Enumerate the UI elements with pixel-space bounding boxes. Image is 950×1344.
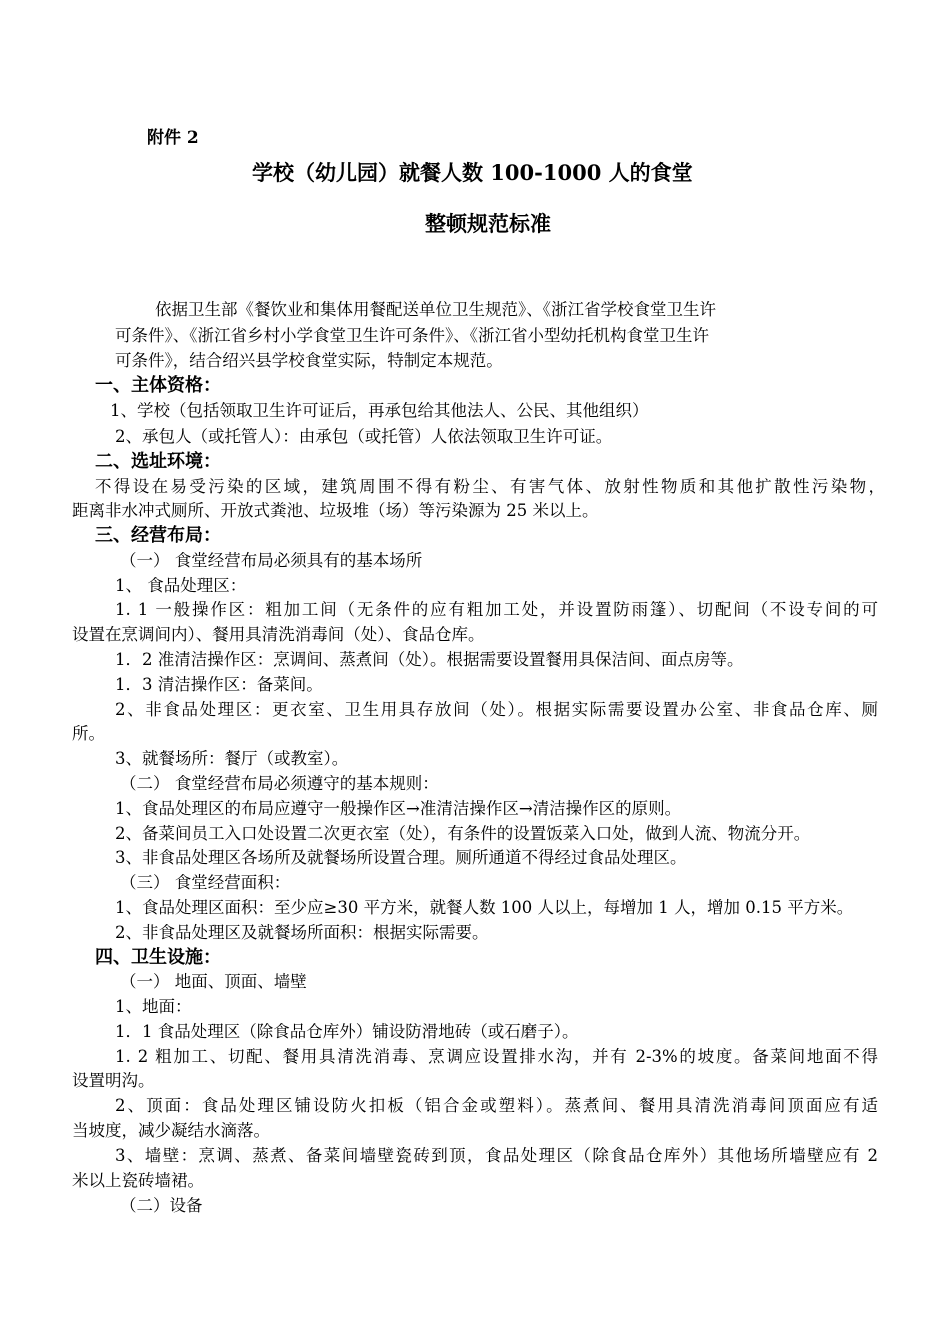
s3-line-3: 3、就餐场所：餐厅（或教室）。 <box>115 749 349 768</box>
s4-wall-a: 3、墙壁：烹调、蒸煮、备菜间墙壁瓷砖到顶，食品处理区（除食品仓库外）其他场所墙壁应有 2 <box>115 1146 878 1165</box>
section-heading-2: 二、选址环境： <box>95 451 221 472</box>
section-heading-3: 三、经营布局： <box>95 525 221 546</box>
s3-rule-2: 2、备菜间员工入口处设置二次更衣室（处），有条件的设置饭菜入口处，做到人流、物流分开。 <box>115 824 811 843</box>
intro-line-3: 可条件》，结合绍兴县学校食堂实际，特制定本规范。 <box>115 351 503 370</box>
intro-line-1: 依据卫生部《餐饮业和集体用餐配送单位卫生规范》、《浙江省学校食堂卫生许 <box>155 300 716 319</box>
section-heading-1: 一、主体资格： <box>95 375 221 396</box>
s4-ceiling-a: 2、顶面：食品处理区铺设防火扣板（铝合金或塑料）。蒸煮间、餐用具清洗消毒间顶面应有适 <box>115 1096 878 1115</box>
s4-floor-1-1: 1．1 食品处理区（除食品仓库外）铺设防滑地砖（或石磨子）。 <box>115 1022 579 1041</box>
s1-item-2: 2、承包人（或托管人）：由承包（或托管）人依法领取卫生许可证。 <box>115 427 613 446</box>
s4-floor: 1、地面： <box>115 997 192 1016</box>
s2-para-line-2: 距离非水冲式厕所、开放式粪池、垃圾堆（场）等污染源为 25 米以上。 <box>72 501 599 520</box>
s3-line-2a: 2、非食品处理区：更衣室、卫生用具存放间（处）。根据实际需要设置办公室、非食品仓库、厕 <box>115 700 878 719</box>
section-heading-4: 四、卫生设施： <box>95 947 221 968</box>
s3-line-1-1a: 1. 1 一般操作区：粗加工间（无条件的应有粗加工处，并设置防雨篷）、切配间（不设专间的可 <box>115 600 878 619</box>
annex-label: 附件 2 <box>147 128 199 148</box>
document-title-line1: 学校（幼儿园）就餐人数 100-1000 人的食堂 <box>252 160 693 185</box>
s4-floor-1-2a: 1. 2 粗加工、切配、餐用具清洗消毒、烹调应设置排水沟，并有 2-3%的坡度。备菜间地面不得 <box>115 1047 878 1066</box>
s3-line-1-3: 1．3 清洁操作区：备菜间。 <box>115 675 323 694</box>
s3-rule-1: 1、食品处理区的布局应遵守一般操作区→准清洁操作区→清洁操作区的原则。 <box>115 799 682 818</box>
s3-area-2: 2、非食品处理区及就餐场所面积：根据实际需要。 <box>115 923 489 942</box>
s4-ceiling-b: 当坡度，减少凝结水滴落。 <box>72 1121 270 1140</box>
document-title-line2: 整顿规范标准 <box>425 211 551 236</box>
s4-subheading-1: （一） 地面、顶面、墙壁 <box>120 972 307 991</box>
s3-area-1: 1、食品处理区面积：至少应≥30 平方米，就餐人数 100 人以上，每增加 1 人，增加 0.15 平方米。 <box>115 898 854 917</box>
s3-rule-3: 3、非食品处理区各场所及就餐场所设置合理。厕所通道不得经过食品处理区。 <box>115 848 687 867</box>
s3-line-1-1b: 设置在烹调间内）、餐用具清洗消毒间（处）、食品仓库。 <box>72 625 485 644</box>
s2-para-line-1: 不得设在易受污染的区域，建筑周围不得有粉尘、有害气体、放射性物质和其他扩散性污染物， <box>95 477 885 496</box>
s4-floor-1-2b: 设置明沟。 <box>72 1071 155 1090</box>
s3-subheading-1: （一） 食堂经营布局必须具有的基本场所 <box>120 551 423 570</box>
s4-wall-b: 米以上瓷砖墙裙。 <box>72 1171 204 1190</box>
s3-line-1-2: 1．2 准清洁操作区：烹调间、蒸煮间（处）。根据需要设置餐用具保洁间、面点房等。 <box>115 650 744 669</box>
s4-subheading-2: （二）设备 <box>120 1196 203 1215</box>
intro-line-2: 可条件》、《浙江省乡村小学食堂卫生许可条件》、《浙江省小型幼托机构食堂卫生许 <box>115 326 709 345</box>
s3-subheading-2: （二） 食堂经营布局必须遵守的基本规则： <box>120 774 439 793</box>
s3-line-food-area: 1、 食品处理区： <box>115 576 247 595</box>
s3-subheading-3: （三） 食堂经营面积： <box>120 873 291 892</box>
s3-line-2b: 所。 <box>72 724 105 743</box>
s1-item-1: 1、学校（包括领取卫生许可证后，再承包给其他法人、公民、其他组织） <box>110 401 649 420</box>
